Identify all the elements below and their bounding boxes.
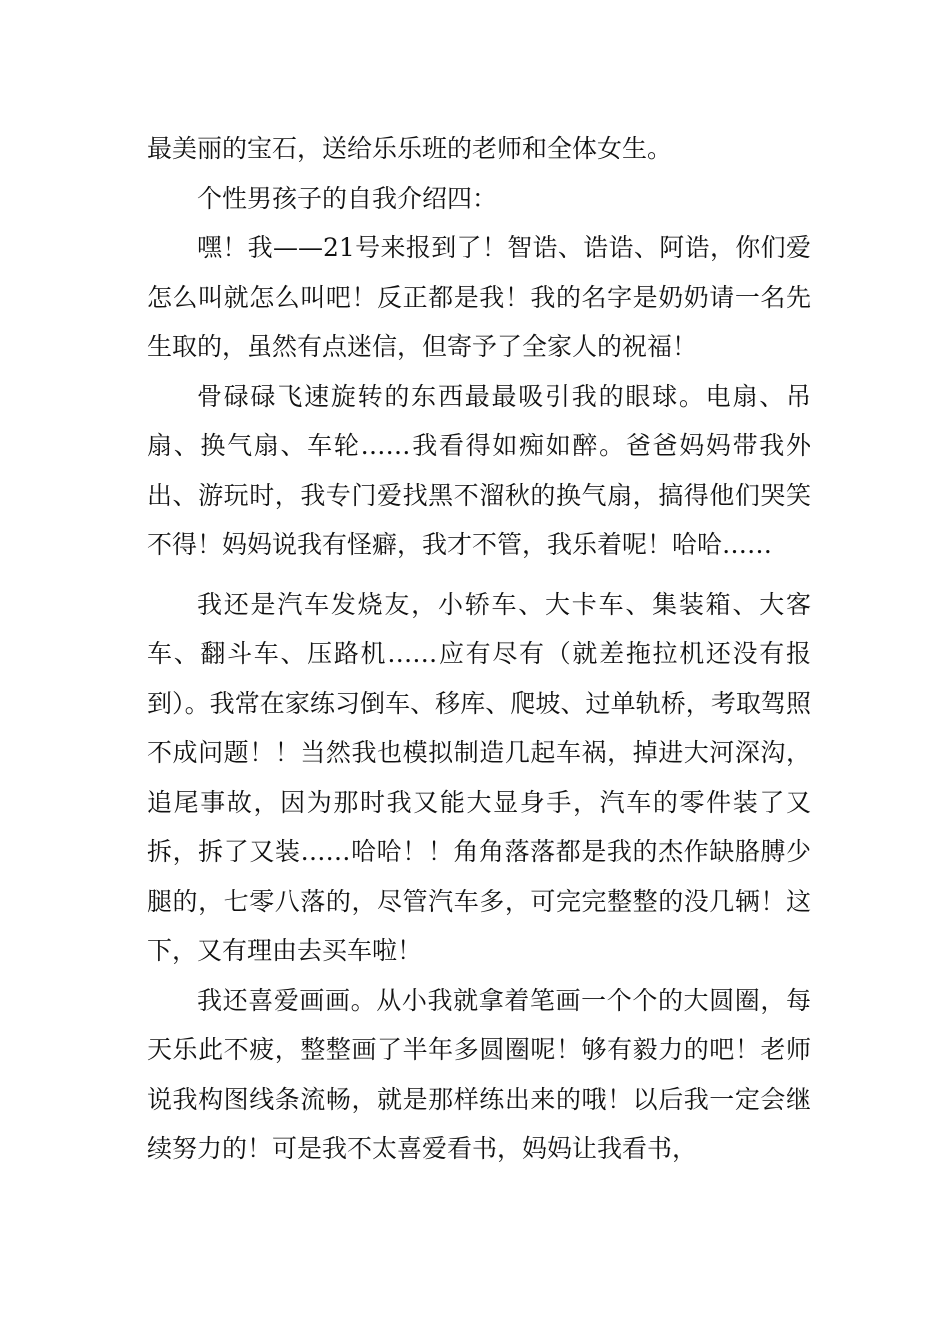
- paragraph-3: 嘿！我——21号来报到了！智诰、诰诰、阿诰，你们爱怎么叫就怎么叫吧！反正都是我！我的名字是奶奶请一名先生取的，虽然有点迷信，但寄予了全家人的祝福！: [147, 233, 811, 361]
- paragraph-1: 最美丽的宝石，送给乐乐班的老师和全体女生。: [147, 134, 673, 163]
- paragraph-6: 我还喜爱画画。从小我就拿着笔画一个个的大圆圈，每天乐此不疲，整整画了半年多圆圈呢！够有毅力的吧！老师说我构图线条流畅，就是那样练出来的哦！以后我一定会继续努力的！可是我不太喜爱看书，妈妈让我看书，: [147, 985, 811, 1163]
- document-body: [147, 124, 811, 1174]
- paragraph-4: 骨碌碌飞速旋转的东西最最吸引我的眼球。电扇、吊扇、换气扇、车轮……我看得如痴如醉。爸爸妈妈带我外出、游玩时，我专门爱找黑不溜秋的换气扇，搞得他们哭笑不得！妈妈说我有怪癖，我才不管，我乐着呢！哈哈……: [147, 381, 811, 559]
- paragraph-2-heading: 个性男孩子的自我介绍四：: [197, 183, 498, 213]
- paragraph-5: 我还是汽车发烧友，小轿车、大卡车、集装箱、大客车、翻斗车、压路机……应有尽有（就差拖拉机还没有报到）。我常在家练习倒车、移库、爬坡、过单轨桥，考取驾照不成问题！！当然我也模拟制造几起车祸，掉进大河深沟，追尾事故，因为那时我又能大显身手，汽车的零件装了又拆，拆了又装……哈哈！！角角落落都是我的杰作缺胳膊少腿的，七零八落的，尽管汽车多，可完完整整的没几辆！这下，又有理由去买车啦！: [147, 589, 811, 965]
